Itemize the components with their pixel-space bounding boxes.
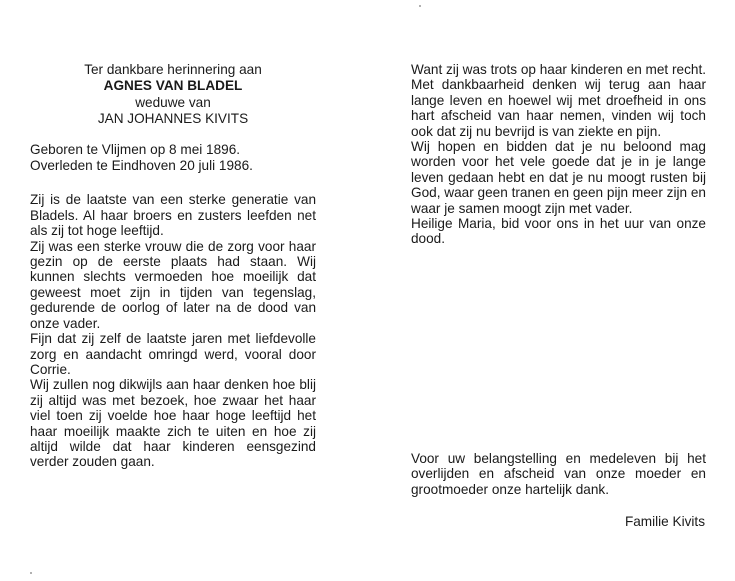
intro-line: Ter dankbare herinnering aan (84, 62, 262, 77)
deceased-name: AGNES VAN BLADEL (103, 78, 243, 94)
bio-paragraph: Fijn dat zij zelf de laatste jaren met liefdevolle zorg en aandacht omringd werd, vooral door Corrie. (30, 331, 316, 377)
left-column (30, 62, 316, 470)
family-signature: Familie Kivits (624, 514, 705, 529)
thanks-text: Voor uw belangstelling en medeleven bij het overlijden en afscheid van onze moeder en grootmoeder onze hartelijk dank. (411, 451, 706, 497)
life-dates (30, 142, 316, 175)
bio-paragraph: Wij zullen nog dikwijls aan haar denken hoe blij zij altijd was met bezoek, hoe zwaar het haar viel toen zij voelde hoe haar hoge leeftijd het haar moeilijk maakte zich te uiten en hoe zij altijd wilde dat haar kinderen eensgezind verder zouden gaan. (30, 377, 316, 470)
thanks-note (411, 451, 706, 497)
print-speck (419, 5, 421, 7)
relation-line: weduwe van (135, 94, 211, 110)
husband-name: JAN JOHANNES KIVITS (97, 111, 249, 127)
memorial-paragraph: Wij hopen en bidden dat je nu beloond mag worden voor het vele goede dat je in je lange leven gedaan hebt en dat je nu moogt rusten bij God, waar geen tranen en geen pijn meer zijn en waar je samen moogt zijn met vader. (411, 139, 706, 216)
bio-paragraph: Zij is de laatste van een sterke generatie van Bladels. Al haar broers en zusters leefden net als zij tot hoge leeftijd. (30, 192, 316, 239)
memorial-paragraph: Want zij was trots op haar kinderen en met recht. Met dankbaarheid denken wij terug aan haar lange leven en hoewel wij met droefheid in ons hart afscheid van haar nemen, vinden wij toch ook dat zij nu bevrijd is van ziekte en pijn. (411, 62, 706, 139)
bio-paragraph: Zij was een sterke vrouw die de zorg voor haar gezin op de eerste plaats had staan. Wij kunnen slechts vermoeden hoe moeilijk dat geweest moet zijn in tijden van tegenslag, gedurende de oorlog of later na de dood van onze vader. (30, 238, 316, 331)
memorial-header (30, 62, 316, 128)
death-line: Overleden te Eindhoven 20 juli 1986. (30, 158, 253, 174)
right-column (411, 62, 706, 247)
prayer-text: Heilige Maria, bid voor ons in het uur van onze dood. (411, 216, 706, 247)
biography-text (30, 192, 316, 469)
print-speck (30, 572, 32, 574)
birth-line: Geboren te Vlijmen op 8 mei 1896. (30, 141, 241, 157)
